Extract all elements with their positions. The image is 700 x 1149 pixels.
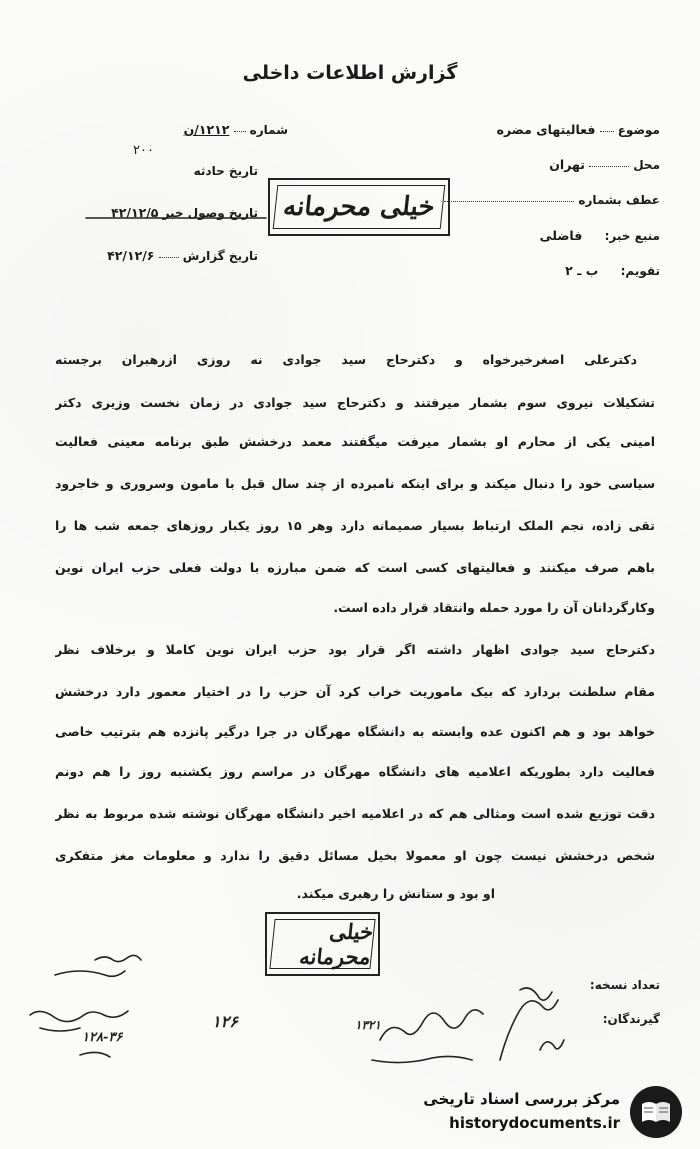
signature-stroke — [520, 988, 552, 1000]
subject-value: فعالیتهای مضره — [496, 122, 596, 137]
handwritten-left: ۱۲۸-۳۶ — [82, 1030, 123, 1045]
body-line: مقام سلطنت بردارد که بیک ماموریت خراب کرد آن حزب را در اختیار معمور دارد درخشش — [55, 684, 655, 699]
watermark — [420, 1084, 690, 1140]
recipients-label: گیرندگان: — [602, 1012, 660, 1026]
body-line: خواهد بود و هم اکنون عده وابسته به دانشگاه مهرگان در جرا درگیر پانزده هم بترتیب خاصی — [55, 724, 655, 739]
rating-label: تقویم: — [620, 264, 660, 278]
signature-stroke — [95, 955, 141, 961]
received-date-label: تاریخ وصول خبر — [162, 206, 258, 220]
watermark-name: مرکز بررسی اسناد تاریخی — [423, 1090, 620, 1108]
body-line: امینی یکی از محارم او بشمار میرفت میگفتند معمد درخشش طبق برنامه معینی فعالیت — [55, 434, 655, 449]
signature-stroke — [372, 1056, 472, 1062]
report-date-label: تاریخ گزارش — [182, 249, 258, 263]
subject-label: موضوع — [617, 123, 660, 137]
body-line: شخص درخشش نیست چون او معمولا بخیل مسائل دقیق را ندارد و معلومات مغز متفکری — [55, 848, 655, 863]
body-line: تشکیلات نیروی سوم بشمار میرفتند و دکترحاج سید جوادی در زمان نخست وزیری دکتر — [55, 395, 655, 410]
incident-date-label: تاریخ حادثه — [193, 164, 258, 178]
source-label: منبع خبر: — [604, 229, 660, 243]
signature-stroke — [380, 1010, 483, 1040]
body-line: دکترحاج سید جوادی اظهار داشته اگر قرار بود حزب ایران نوین کاملا و برخلاف نظر — [55, 642, 655, 657]
attached-label: عطف بشماره — [578, 193, 660, 207]
rating-value: ب ـ ۲ — [565, 263, 599, 278]
watermark-url: historydocuments.ir — [449, 1114, 620, 1132]
body-line: او بود و ستانش را رهبری میکند. — [296, 886, 495, 901]
number-sub: ۲۰۰ — [133, 143, 154, 158]
signature-stroke — [55, 971, 125, 976]
place-value: تهران — [549, 157, 585, 172]
stamp-text: خیلی محرمانه — [269, 919, 375, 969]
signature-stroke — [30, 1011, 128, 1022]
signature-stroke — [40, 1028, 80, 1031]
body-line: فعالیت دارد بطوریکه اعلامیه های دانشگاه مهرگان در مراسم روز یکشنبه روز را هم دونم — [55, 764, 655, 779]
document-title: گزارش اطلاعات داخلی — [242, 62, 458, 84]
received-date-value: ۴۲/۱۲/۵ — [111, 205, 159, 220]
body-line: باهم صرف میکنند و فعالیتهای کسی است که ضمن مبارزه با دولت فعلی حزب ایران نوین — [55, 560, 655, 575]
body-line: سیاسی خود را دنبال میکند و برای اینکه نامبرده از چند سال قبل با مامون وسروری و خاجرود — [55, 476, 655, 491]
place-label: محل — [633, 158, 660, 172]
body-line: وکارگردانان آن را مورد حمله وانتقاد قرار داده است. — [333, 600, 655, 615]
signature-stroke — [540, 1040, 564, 1050]
open-book-icon — [628, 1084, 684, 1140]
source-value: فاضلی — [539, 228, 583, 243]
signature-stroke — [80, 1052, 110, 1057]
handwritten-ref: ۱۳۲۱ — [355, 1018, 381, 1032]
handwritten-number: ۱۲۶ — [212, 1012, 238, 1031]
number-value: ۱۲۱۲/ن — [183, 122, 230, 137]
body-line: دکترعلی اصغرخیرخواه و دکترحاج سید جوادی نه روزی ازرهبران برجسته — [55, 352, 637, 367]
copies-label: تعداد نسخه: — [589, 978, 660, 992]
report-date-value: ۴۲/۱۲/۶ — [107, 248, 155, 263]
body-line: تقی زاده، نجم الملک ارتباط بسیار صمیمانه دارد وهر ۱۵ روز یکبار روزهای جمعه شب ها را — [55, 518, 655, 533]
number-label: شماره — [249, 123, 288, 137]
stamp-text: خیلی محرمانه — [273, 185, 446, 229]
body-line: دقت توزیع شده است ومثالی هم که در اعلامیه اخیر دانشگاه مهرگان نوشته شده مربوط به نظر — [55, 806, 655, 821]
signature-stroke — [500, 1000, 558, 1060]
